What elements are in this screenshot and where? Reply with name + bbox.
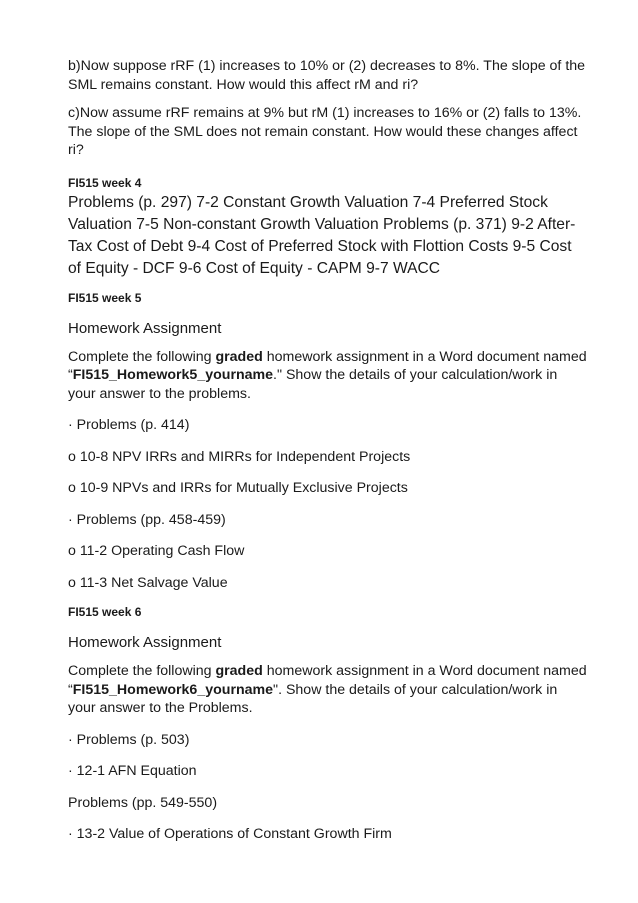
week5-list xyxy=(68,416,588,592)
week6-heading: FI515 week 6 xyxy=(68,605,142,619)
week6-intro-a: Complete the following xyxy=(68,663,216,679)
week6-list xyxy=(68,731,588,844)
document-page xyxy=(68,57,588,857)
list-item: · Problems (p. 414) xyxy=(68,417,190,433)
week6-intro xyxy=(68,662,588,718)
list-item: Problems (pp. 549-550) xyxy=(68,794,218,811)
week4-body: Problems (p. 297) 7-2 Constant Growth Valuation 7-4 Preferred Stock Valuation 7-5 Non-constant Growth Valuation Problems (p. 371) 9-2 After-Tax Cost of Debt 9-4 Cost of Preferred Stock with Flottion Costs 9-5 Cost of Equity - DCF 9-6 Cost of Equity - CAPM 9-7 WACC xyxy=(68,193,576,277)
list-item: · Problems (pp. 458-459) xyxy=(68,511,226,528)
week5-intro xyxy=(68,348,588,404)
week4-heading: FI515 week 4 xyxy=(68,175,142,190)
week5-intro-b: homework assignment in a Word document named “ xyxy=(68,348,587,383)
week6-filename: FI515_Homework6_yourname xyxy=(72,681,274,698)
week5-section xyxy=(68,291,588,593)
week4-section xyxy=(68,176,588,280)
list-item: o 11-2 Operating Cash Flow xyxy=(68,543,245,559)
week5-intro-bold: graded xyxy=(215,348,263,365)
list-item: · 13-2 Value of Operations of Constant Growth Firm xyxy=(68,826,392,842)
week5-intro-c: ." Show the details of your calculation/work in your answer to the problems. xyxy=(68,367,558,402)
list-item: · Problems (p. 503) xyxy=(68,731,190,748)
week5-heading: FI515 week 5 xyxy=(68,290,142,305)
week5-filename: FI515_Homework5_yourname xyxy=(72,367,274,383)
week6-section xyxy=(68,605,588,844)
list-item: o 11-3 Net Salvage Value xyxy=(68,574,228,591)
list-item: o 10-9 NPVs and IRRs for Mutually Exclusive Projects xyxy=(68,480,408,496)
list-item: · 12-1 AFN Equation xyxy=(68,763,197,779)
list-item: o 10-8 NPV IRRs and MIRRs for Independent Projects xyxy=(68,448,411,465)
week5-intro-a: Complete the following xyxy=(68,348,216,365)
question-c: c)Now assume rRF remains at 9% but rM (1) increases to 16% or (2) falls to 13%. The slope of the SML does not remain constant. How would these changes affect ri? xyxy=(68,105,582,158)
question-b: b)Now suppose rRF (1) increases to 10% or (2) decreases to 8%. The slope of the SML remains constant. How would this affect rM and ri? xyxy=(68,58,586,93)
week6-intro-c: ". Show the details of your calculation/work in your answer to the Problems. xyxy=(68,681,558,716)
week6-title: Homework Assignment xyxy=(68,634,222,651)
week5-title: Homework Assignment xyxy=(68,319,222,337)
week6-intro-b: homework assignment in a Word document named “ xyxy=(68,663,587,698)
week6-intro-bold: graded xyxy=(215,663,263,679)
